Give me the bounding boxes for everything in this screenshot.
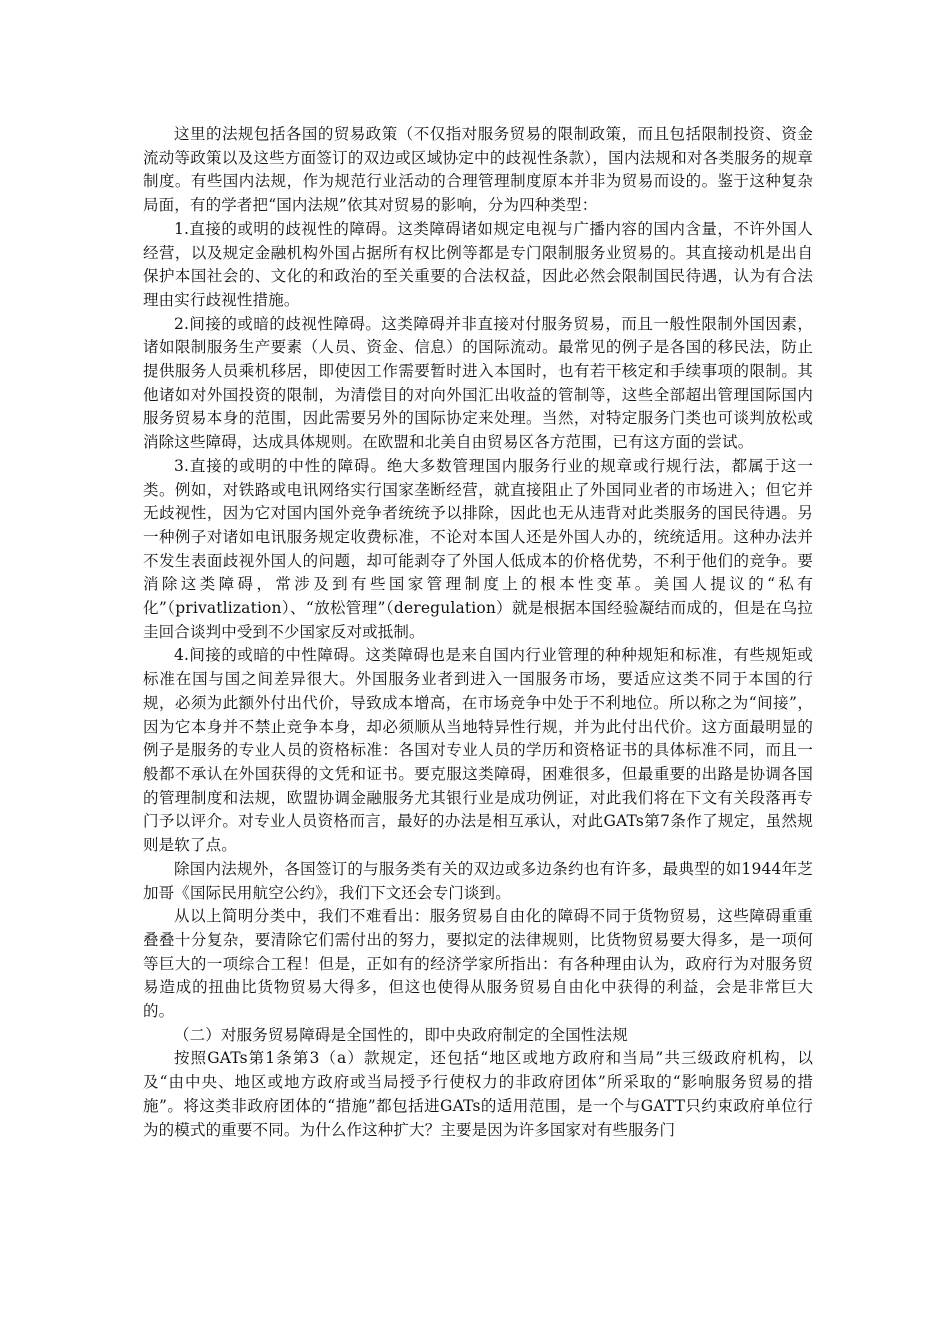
- paragraph-summary: 从以上简明分类中，我们不难看出：服务贸易自由化的障碍不同于货物贸易，这些障碍重重叠叠十分复杂，要清除它们需付出的努力，要拟定的法律规则，比货物贸易要大得多，是一项何等巨大的一项综合工程！但是，正如有的经济学家所指出：有各种理由认为，政府行为对服务贸易造成的扭曲比货物贸易大得多，但这也使得从服务贸易自由化中获得的利益，会是非常巨大的。: [143, 907, 813, 1021]
- paragraph-type-4: 4.间接的或暗的中性障碍。这类障碍也是来自国内行业管理的种种规矩和标准，有些规矩或标准在国与国之间差异很大。外国服务业者到进入一国服务市场，要适应这类不同于本国的行规，必须为此额外付出代价，导致成本增高，在市场竞争中处于不利地位。所以称之为“间接”，因为它本身并不禁止竞争本身，却必须顺从当地特异性行规，并为此付出代价。这方面最明显的例子是服务的专业人员的资格标准：各国对专业人员的学历和资格证书的具体标准不同，而且一般都不承认在外国获得的文凭和证书。要克服这类障碍，困难很多，但最重要的出路是协调各国的管理制度和法规，欧盟协调金融服务尤其银行业是成功例证，对此我们将在下文有关段落再专门予以评介。对专业人员资格而言，最好的办法是相互承认，对此GATs第7条作了规定，虽然规则是软了点。: [143, 646, 813, 855]
- paragraph-type-3: 3.直接的或明的中性的障碍。绝大多数管理国内服务行业的规章或行规行法，都属于这一类。例如，对铁路或电讯网络实行国家垄断经营，就直接阻止了外国同业者的市场进入；但它并无歧视性，因为它对国内国外竞争者统统予以排除，因此也无从违背对此类服务的国民待遇。另一种例子对诸如电讯服务规定收费标准，不论对本国人还是外国人办的，统统适用。这种办法并不发生表面歧视外国人的问题，却可能剥夺了外国人低成本的价格优势，不利于他们的竞争。要消除这类障碍，常涉及到有些国家管理制度上的根本性变革。美国人提议的“私有化”（privatlization）、“放松管理”（deregulation）就是根据本国经验凝结而成的，但是在乌拉圭回合谈判中受到不少国家反对或抵制。: [143, 456, 813, 641]
- paragraph-intro: 这里的法规包括各国的贸易政策（不仅指对服务贸易的限制政策，而且包括限制投资、资金流动等政策以及这些方面签订的双边或区域协定中的歧视性条款），国内法规和对各类服务的规章制度。有些国内法规，作为规范行业活动的合理管理制度原本并非为贸易而设的。鉴于这种复杂局面，有的学者把“国内法规”依其对贸易的影响，分为四种类型：: [143, 125, 813, 215]
- document-body: [143, 123, 813, 1142]
- paragraph-type-1: 1.直接的或明的歧视性的障碍。这类障碍诸如规定电视与广播内容的国内含量，不许外国人经营，以及规定金融机构外国占据所有权比例等都是专门限制服务业贸易的。其直接动机是出自保护本国社会的、文化的和政治的至关重要的合法权益，因此必然会限制国民待遇，认为有合法理由实行歧视性措施。: [143, 219, 813, 309]
- paragraph-type-2: 2.间接的或暗的歧视性障碍。这类障碍并非直接对付服务贸易，而且一般性限制外国因素，诸如限制服务生产要素（人员、资金、信息）的国际流动。最常见的例子是各国的移民法，防止提供服务人员乘机移居，即使因工作需要暂时进入本国时，也有若干核定和手续事项的限制。其他诸如对外国投资的限制，为清偿目的对向外国汇出收益的管制等，这些全部超出管理国际国内服务贸易本身的范围，因此需要另外的国际协定来处理。当然，对特定服务门类也可谈判放松或消除这些障碍，达成具体规则。在欧盟和北美自由贸易区各方范围，已有这方面的尝试。: [143, 314, 813, 452]
- paragraph-treaties: 除国内法规外，各国签订的与服务类有关的双边或多边条约也有许多，最典型的如1944年芝加哥《国际民用航空公约》，我们下文还会专门谈到。: [143, 859, 813, 902]
- section-heading: （二）对服务贸易障碍是全国性的，即中央政府制定的全国性法规: [174, 1025, 628, 1044]
- paragraph-gats-article-1: 按照GATs第1条第3（a）款规定，还包括“地区或地方政府和当局”共三级政府机构，以及“由中央、地区或地方政府或当局授予行使权力的非政府团体”所采取的“影响服务贸易的措施”。将这类非政府团体的“措施”都包括进GATs的适用范围，是一个与GATT只约束政府单位行为的模式的重要不同。为什么作这种扩大？主要是因为许多国家对有些服务门: [143, 1049, 813, 1139]
